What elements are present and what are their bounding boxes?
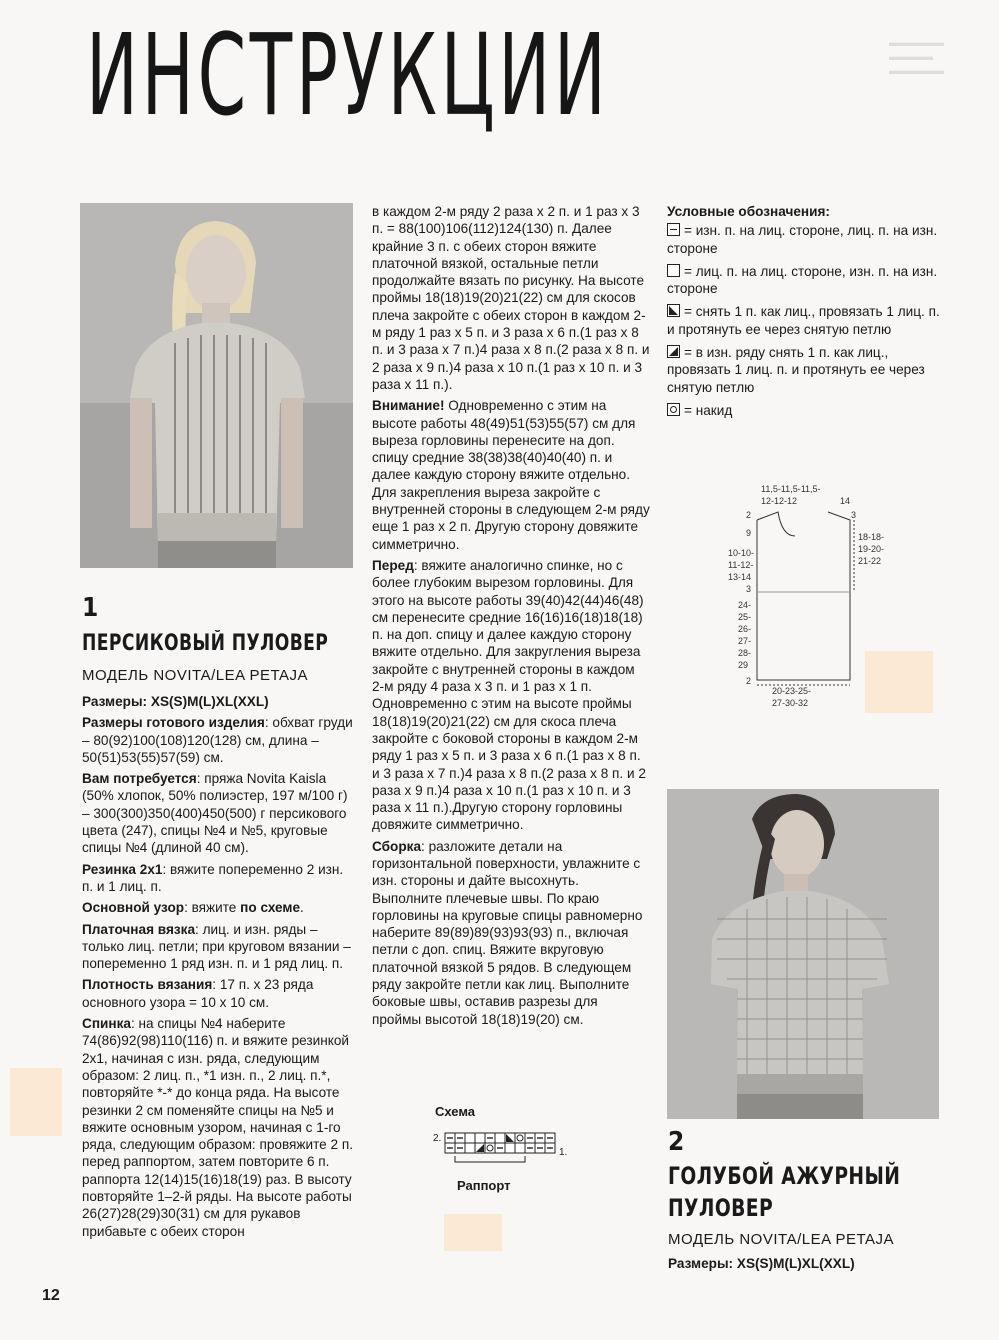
- color-swatch-middle: [444, 1214, 502, 1251]
- svg-text:25-: 25-: [738, 612, 752, 622]
- legend: [667, 203, 945, 425]
- svg-text:28-: 28-: [738, 648, 752, 658]
- left-column-text: [82, 693, 354, 1244]
- finished-sizes: Размеры готового изделия: обхват груди – 80(92)100(108)120(128) см, длина – 50(51)53(55)57(59) см.: [82, 715, 353, 765]
- photo-blue-lace-pullover: [667, 789, 939, 1119]
- svg-text:18-18-: 18-18-: [858, 532, 885, 542]
- front-instructions: Перед: вяжите аналогично спинке, но с более глубоким вырезом горловины. Для этого на высоте работы 39(40)42(44)46(48) см перенесите средние 16(16)16(18)18(18) п. на доп. спицу и далее каждую сторону вяжите отдельно. Для закругления выреза закройте с внутренней стороны в каждом 2-м ряду 4 раза х 3 п. и 1 раз х 1 п. Одновременно с этим на высоте проймы 18(18)19(20)21(22) см для скоса плеча закройте с боковой стороны в каждом 2-м ряду 1 раз х 5 п. и 3 раза х 6 п.(1 раз х 8 п. и 3 раза х 7 п.)4 раза х 8 п.(2 раза х 8 п. и 2 раза х 9 п.)4 раза х 10 п.(1 раз х 10 п. и 3 раза х 11 п.).Другую сторону горловины довяжите симметрично.: [372, 557, 646, 833]
- sizes-line-1: [82, 693, 354, 710]
- back-continued: в каждом 2-м ряду 2 раза х 2 п. и 1 раз х 3 п. = 88(100)106(112)124(130) п. Далее крайние 3 п. с обеих сторон вяжите платочной вязкой, остальные петли продолжайте вязать по рисунку. На высоте проймы 18(18)19(20)21(22) см для скосов плеча закройте с обеих сторон в каждом 2-м ряду 1 раз х 5 п. и 3 раза х 6 п.(1 раз х 8 п. и 3 раза х 7 п.)4 раза х 8 п.(2 раза х 8 п. и 2 раза х 9 п.)4 раза х 10 п.(1 раз х 10 п. и 3 раза х 11 п.).: [372, 204, 650, 392]
- svg-text:26-: 26-: [738, 624, 752, 634]
- page-title: ИНСТРУКЦИИ: [86, 11, 610, 141]
- rib-stitch: Резинка 2х1: вяжите попеременно 2 изн. п. и 1 лиц. п.: [82, 861, 344, 894]
- gauge: Плотность вязания: 17 п. х 23 ряда основного узора = 10 х 10 см.: [82, 977, 314, 1010]
- svg-text:29: 29: [738, 660, 749, 670]
- svg-text:27-30-32: 27-30-32: [772, 698, 809, 708]
- item-model-1: МОДЕЛЬ NOVITA/LEA PETAJA: [82, 667, 309, 684]
- garter-stitch: Платочная вязка: лиц. и изн. ряды – только лиц. петли; при круговом вязании – попеременно 1 ряд изн. п. и 1 ряд лиц. п.: [82, 921, 351, 972]
- legend-item-ssk: = снять 1 п. как лиц., провязать 1 лиц. п. и протянуть ее через снятую петлю: [667, 304, 940, 337]
- legend-title: Условные обозначения:: [667, 204, 830, 219]
- faint-bleed-text: ▬▬▬▬▬ ▬▬▬▬ ▬▬▬▬▬: [889, 37, 944, 77]
- model-photo-2-illustration: [667, 789, 939, 1119]
- svg-text:13-14: 13-14: [728, 572, 752, 582]
- svg-text:10-10-: 10-10-: [728, 548, 755, 558]
- svg-text:3: 3: [746, 584, 752, 594]
- item-title-1: ПЕРСИКОВЫЙ ПУЛОВЕР: [82, 631, 329, 656]
- svg-text:11-12-: 11-12-: [728, 560, 754, 570]
- knit-symbol-icon: [667, 264, 680, 277]
- item-number-1: 1: [82, 593, 99, 623]
- svg-text:21-22: 21-22: [858, 556, 882, 566]
- svg-text:3: 3: [851, 510, 857, 520]
- purl-symbol-icon: [667, 223, 680, 236]
- assembly-instructions: Сборка: разложите детали на горизонтальной поверхности, увлажните с изн. стороны и дайте высохнуть. Выполните плечевые швы. По краю горловины на круговые спицы равномерно наберите 89(89)89(93)93(93) п., включая петли с доп. спиц. Вяжите вкруговую платочной вязкой 5 рядов. В следующем ряду закройте петли как лиц. Выполните боковые швы, оставив разрезы для проймы высотой 18(18)19(20) см.: [372, 838, 643, 1027]
- svg-text:11,5-11,5-11,5-: 11,5-11,5-11,5-: [761, 484, 821, 494]
- color-swatch-right: [865, 651, 933, 713]
- legend-item-purl: = изн. п. на лиц. стороне, лиц. п. на изн. стороне: [667, 223, 938, 256]
- scheme-row-2-label: 2.: [433, 1133, 442, 1144]
- attention-note: Внимание! Одновременно с этим на высоте работы 48(49)51(53)55(57) см для выреза горловины перенесите на доп. спицу средние 38(38)38(40)40(40) п. и далее каждую сторону вяжите отдельно. Для закрепления выреза закройте с внутренней стороны в следующем 2-м ряду еще 1 раз х 2 п. Другую сторону довяжите симметрично.: [372, 398, 650, 552]
- page-number: 12: [42, 1287, 60, 1304]
- main-pattern: Основной узор: вяжите по схеме.: [82, 900, 304, 916]
- yarn-over-icon: [667, 403, 680, 416]
- middle-column-text: [372, 203, 650, 1032]
- sizes-line-2: Размеры: XS(S)M(L)XL(XXL): [668, 1256, 855, 1271]
- slip-knit-pass-wrong-side-icon: [667, 345, 680, 358]
- slip-knit-pass-icon: [667, 304, 680, 317]
- scheme-row-1-label: 1.: [559, 1147, 568, 1158]
- svg-text:12-12-12: 12-12-12: [761, 496, 798, 506]
- svg-text:2: 2: [746, 676, 752, 686]
- svg-text:20-23-25-: 20-23-25-: [772, 686, 812, 696]
- item-title-2-line2: ПУЛОВЕР: [668, 1194, 774, 1222]
- svg-text:24-: 24-: [738, 600, 752, 610]
- sizes-value: XS(S)M(L)XL(XXL): [150, 694, 269, 709]
- color-swatch-left: [10, 1068, 62, 1136]
- item-number-2: 2: [668, 1127, 685, 1157]
- svg-text:14: 14: [840, 496, 851, 506]
- legend-item-knit: = лиц. п. на лиц. стороне, изн. п. на изн. стороне: [667, 263, 938, 297]
- scheme-repeat-label: Раппорт: [457, 1178, 511, 1193]
- svg-text:27-: 27-: [738, 636, 752, 646]
- item-title-2-line1: ГОЛУБОЙ АЖУРНЫЙ: [668, 1162, 901, 1190]
- photo-peach-pullover: [80, 203, 353, 568]
- legend-item-yarnover: = накид: [667, 402, 945, 419]
- svg-text:19-20-: 19-20-: [858, 544, 885, 554]
- model-photo-1-illustration: [80, 203, 353, 568]
- item-model-2: МОДЕЛЬ NOVITA/LEA PETAJA: [668, 1231, 895, 1248]
- materials: Вам потребуется: пряжа Novita Kaisla (50% хлопок, 50% полиэстер, 197 м/100 г) – 300(300)350(400)450(500) г персикового цвета (247), спицы №4 и №5, круговые спицы №4 (длиной 40 см).: [82, 771, 348, 856]
- legend-item-ssk-wrong: = в изн. ряду снять 1 п. как лиц., провязать 1 лиц. п. и протянуть ее через снятую петлю: [667, 345, 925, 395]
- scheme-title: Схема: [435, 1104, 476, 1119]
- back-instructions: Спинка: на спицы №4 наберите 74(86)92(98)110(116) п. и вяжите резинкой 2х1, начиная с изн. ряда, следующим образом: 2 лиц. п., *1 изн. п., 2 лиц. п.*, повторяйте *-* до конца ряда. На высоте резинки 2 см поменяйте спицы на №5 и вяжите основным узором, начиная с 1-го ряда, следующим образом: провяжите 2 п. перед раппортом, затем повторите 6 п. раппорта 12(14)15(16)18(19) раз. В высоту повторяйте 1–2-й ряды. На высоте работы 26(27)28(29)30(31) см для рукавов прибавьте с обеих сторон: [82, 1016, 353, 1239]
- svg-text:2: 2: [746, 510, 752, 520]
- sizes-label: Размеры:: [82, 694, 151, 709]
- svg-text:9: 9: [746, 528, 752, 538]
